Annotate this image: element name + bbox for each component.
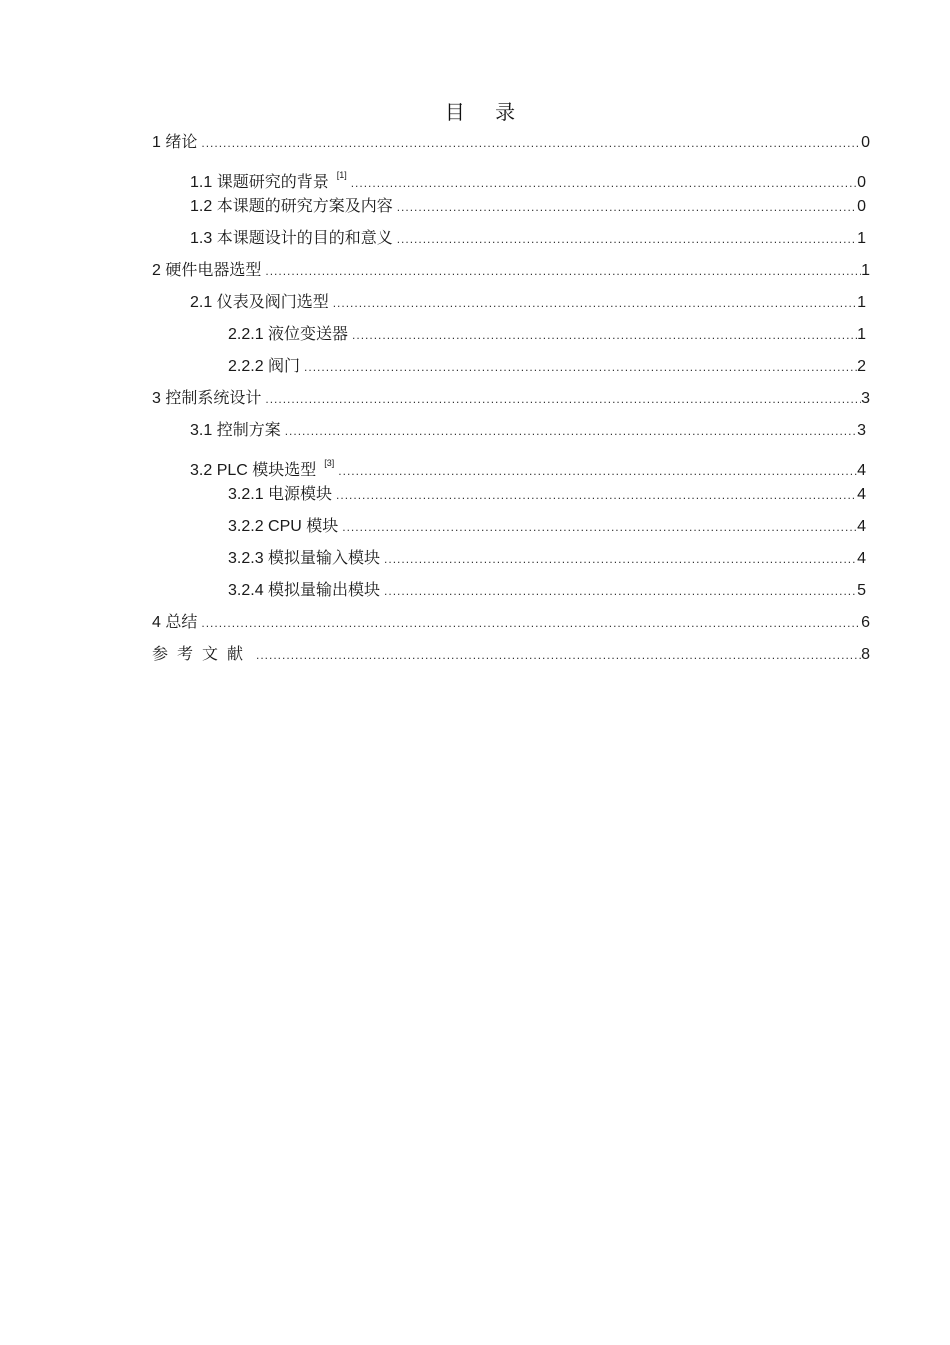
dot-leader (352, 320, 857, 350)
toc-page-number: 4 (857, 518, 866, 535)
citation-mark: [3] (324, 458, 335, 468)
toc-page-number: 1 (857, 294, 866, 311)
dot-leader (336, 480, 857, 510)
toc-page-number: 4 (857, 486, 866, 503)
toc-page-number: 3 (857, 422, 866, 439)
toc-entry-label: 3.2.1 电源模块 (228, 486, 333, 503)
toc-entry-3-1[interactable] (190, 416, 866, 446)
toc-page-number: 0 (861, 134, 870, 151)
toc-entry-2-2-2[interactable] (228, 352, 866, 382)
toc-page-number: 1 (857, 230, 866, 247)
toc-entry-2-2-1[interactable] (228, 320, 866, 350)
toc-entry-2[interactable] (152, 256, 870, 286)
toc-entry-3-2-4[interactable] (228, 576, 866, 606)
toc-entry-3-2-1[interactable] (228, 480, 866, 510)
toc-page-number: 0 (857, 198, 866, 215)
toc-entry-text: 1.1 课题研究的背景 (190, 174, 329, 191)
toc-entry-label: 4 总结 (152, 614, 198, 631)
dot-leader (265, 384, 861, 414)
toc-page-number: 4 (857, 462, 866, 479)
toc-page-number: 3 (861, 390, 870, 407)
toc-entry-label: 1.2 本课题的研究方案及内容 (190, 198, 393, 215)
toc-entry-label: 2 硬件电器选型 (152, 262, 262, 279)
toc-page-number: 5 (857, 582, 866, 599)
toc-page-number: 2 (857, 358, 866, 375)
toc-page-number: 4 (857, 550, 866, 567)
toc-entry-text: 3.2 PLC 模块选型 (190, 462, 317, 479)
toc-entry-2-1[interactable] (190, 288, 866, 318)
toc-entry-label: 1.3 本课题设计的目的和意义 (190, 230, 393, 247)
toc-entry-1-1[interactable] (190, 160, 866, 190)
dot-leader (265, 256, 861, 286)
citation-mark: [1] (336, 170, 347, 180)
toc-entry-label: 1 绪论 (152, 134, 198, 151)
toc-entry-1-2[interactable] (190, 192, 866, 222)
toc-entry-label: 3.2.4 模拟量输出模块 (228, 582, 381, 599)
toc-page-number: 0 (857, 174, 866, 191)
dot-leader (201, 128, 861, 158)
toc-entry-label: 3 控制系统设计 (152, 390, 262, 407)
toc-entry-3[interactable] (152, 384, 870, 414)
toc-entry-label: 3.1 控制方案 (190, 422, 281, 439)
dot-leader (384, 576, 857, 606)
toc-title: 目 录 (444, 100, 528, 124)
toc-page-number: 1 (857, 326, 866, 343)
dot-leader (285, 416, 857, 446)
toc-entry-3-2[interactable] (190, 448, 866, 478)
toc-entry-3-2-2[interactable] (228, 512, 866, 542)
dot-leader (256, 640, 861, 670)
toc-page-number: 1 (861, 262, 870, 279)
toc-entry-3-2-3[interactable] (228, 544, 866, 574)
toc-entry-1[interactable] (152, 128, 870, 158)
toc-entry-1-3[interactable] (190, 224, 866, 254)
toc-entry-4[interactable] (152, 608, 870, 638)
toc-entry-references[interactable] (152, 640, 870, 670)
toc-entry-label: 2.2.2 阀门 (228, 358, 301, 375)
dot-leader (397, 224, 857, 254)
toc-page-number: 6 (861, 614, 870, 631)
dot-leader (201, 608, 861, 638)
toc-entry-label: 2.1 仪表及阀门选型 (190, 294, 329, 311)
toc-page-number: 8 (861, 646, 870, 663)
toc-entry-label: 2.2.1 液位变送器 (228, 326, 349, 343)
dot-leader (304, 352, 857, 382)
dot-leader (333, 288, 857, 318)
toc-entry-label: 3.2.3 模拟量输入模块 (228, 550, 381, 567)
toc-entry-label: 3.2.2 CPU 模块 (228, 518, 339, 535)
dot-leader (397, 192, 857, 222)
dot-leader (342, 512, 857, 542)
toc-entry-label: 参考文献 (152, 646, 253, 663)
dot-leader (384, 544, 857, 574)
